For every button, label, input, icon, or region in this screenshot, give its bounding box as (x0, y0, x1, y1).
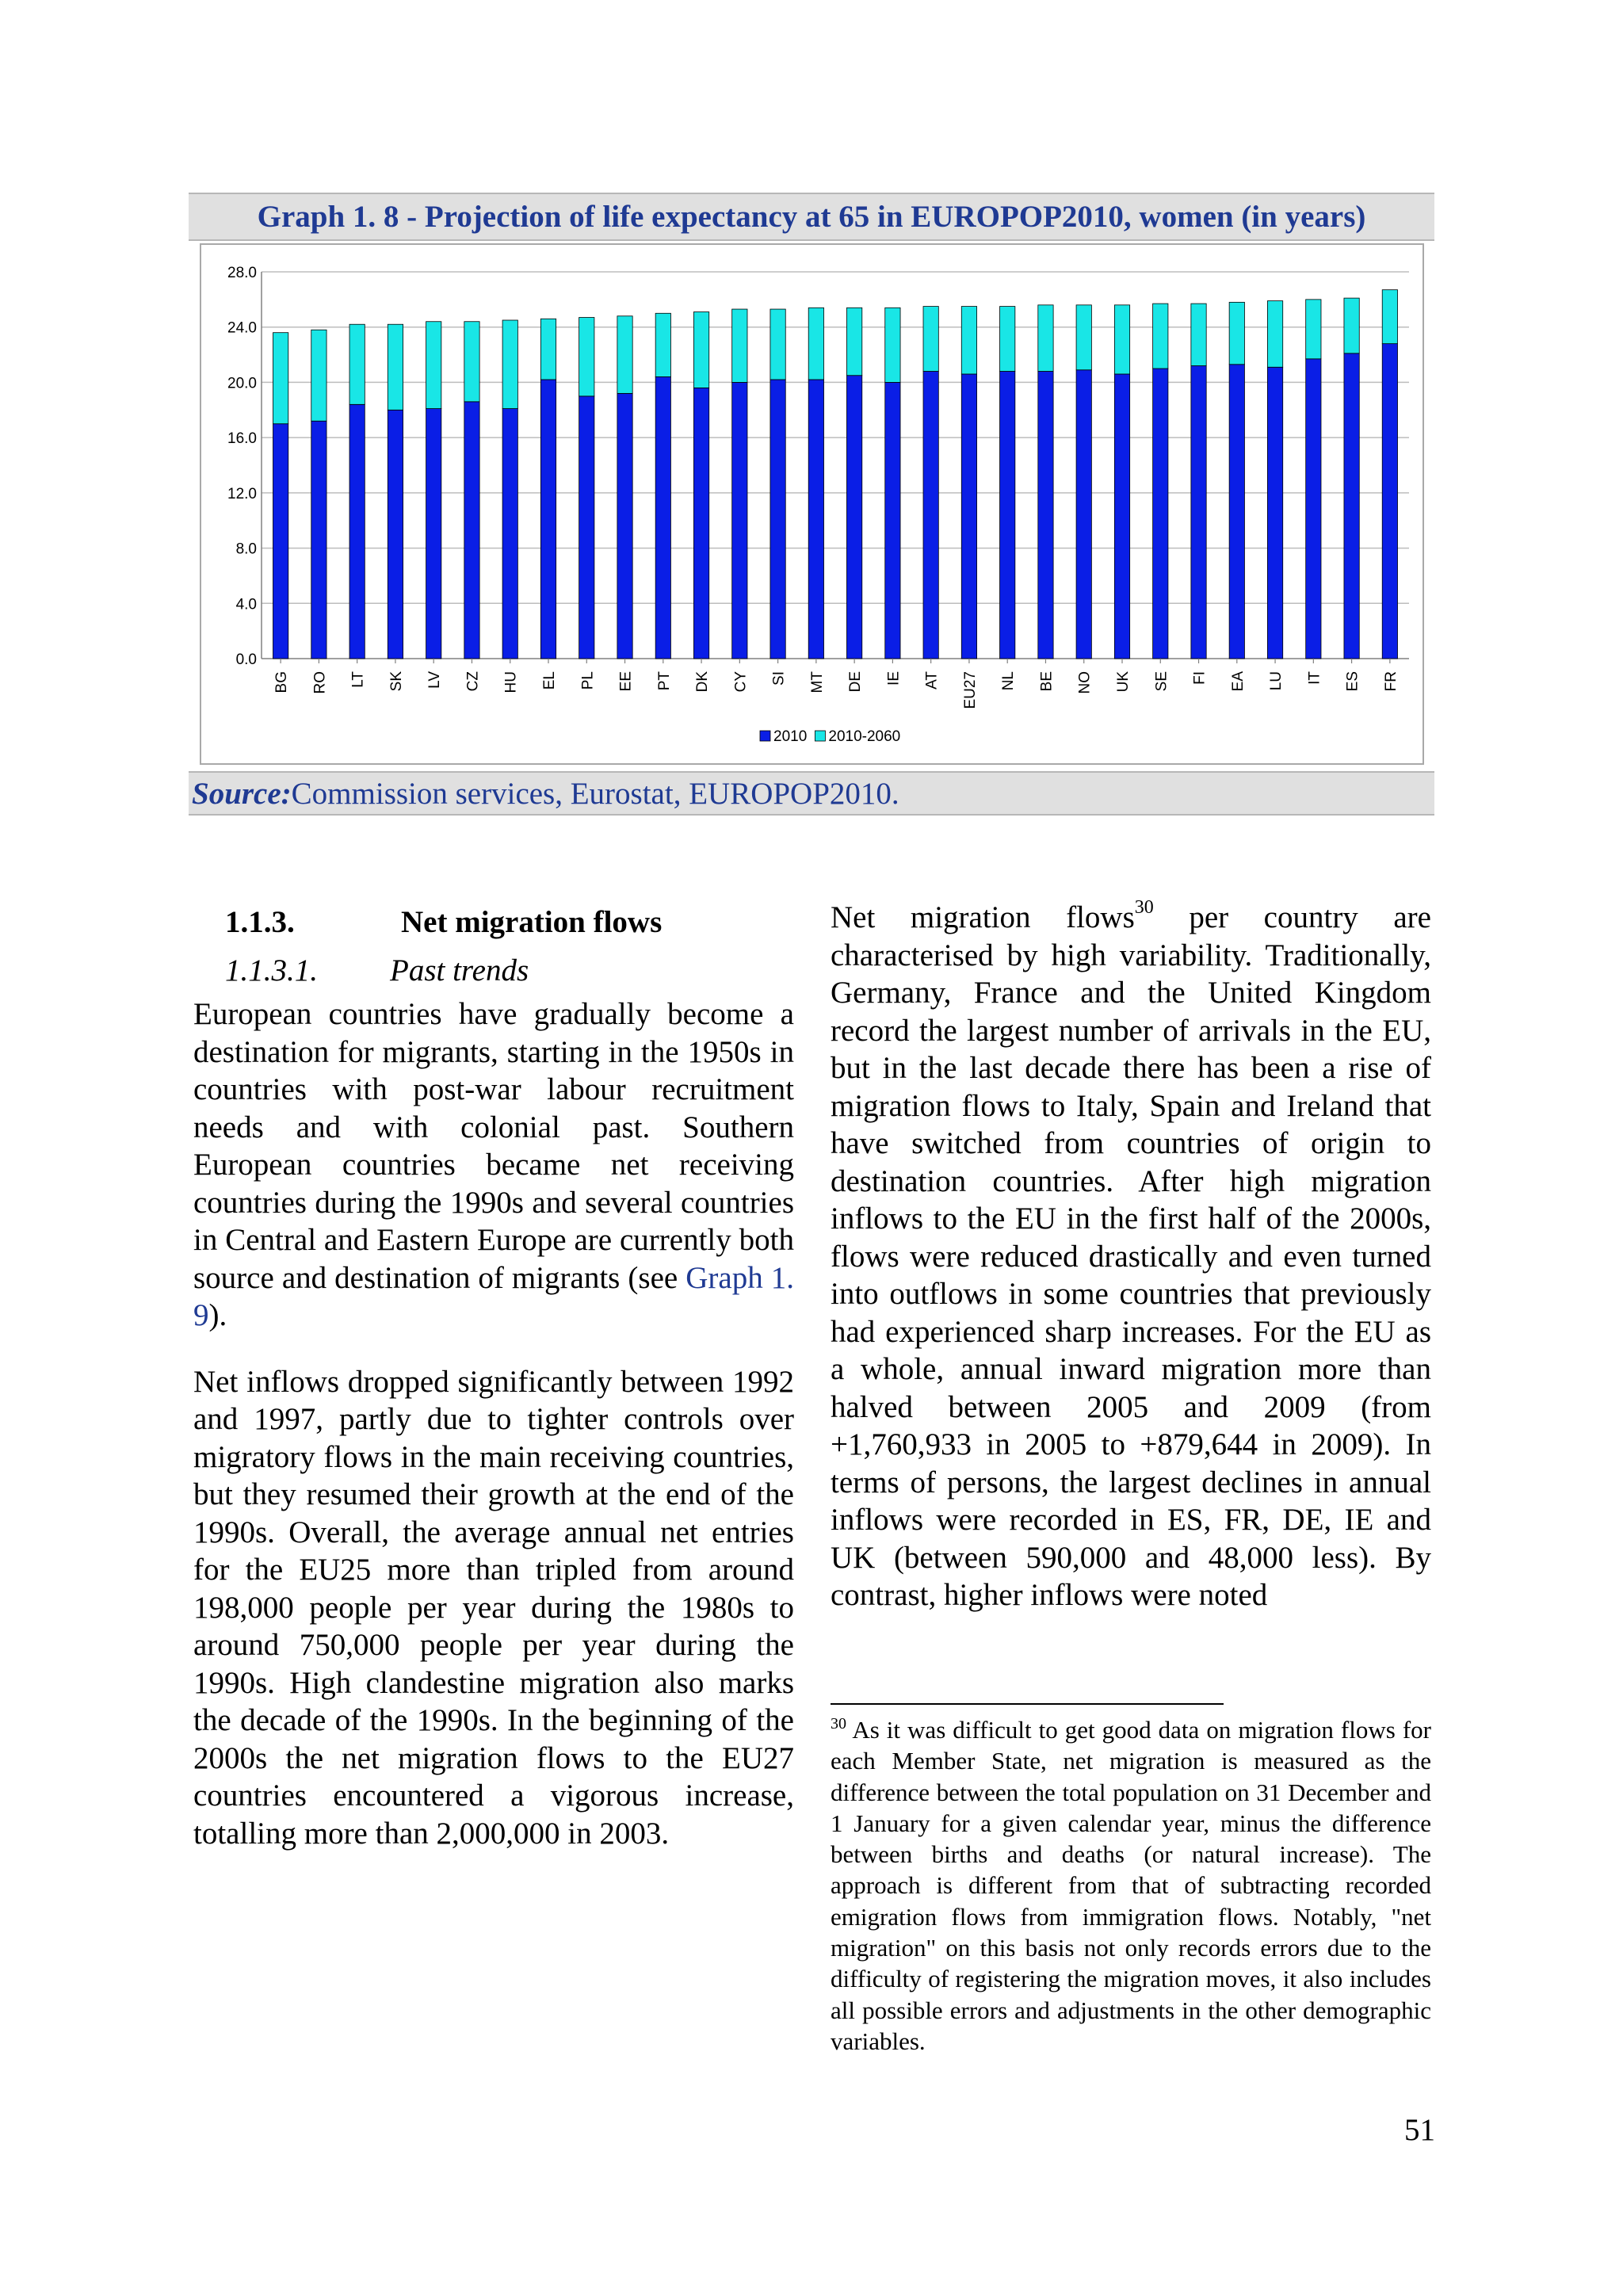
graph-title-bar (189, 193, 1434, 241)
footnote-separator (831, 1703, 1224, 1705)
bar-2010 (770, 380, 785, 659)
bar-2010-2060 (502, 320, 517, 409)
y-tick-label: 8.0 (235, 541, 257, 558)
graph-title: Graph 1. 8 - Projection of life expectancy at 65 in EUROPOP2010, women (in years) (257, 200, 1366, 234)
legend-label: 2010 (773, 728, 808, 745)
paragraph-3-start: Net migration flows (831, 900, 1135, 934)
footnote-ref[interactable]: 30 (1134, 897, 1154, 918)
bar-2010-2060 (846, 308, 861, 375)
source-text: Commission services, Eurostat, EUROPOP2010. (291, 776, 899, 811)
bar-2010-2060 (273, 333, 288, 424)
x-tick-label: RO (311, 671, 329, 694)
paragraph-1-text: European countries have gradually become a destination for migrants, starting in the 1950s in countries with post-war labour recruitment needs and with colonial past. Southern European countries became net receiving countries during the 1990s and several countries in Central and Eastern Europe are currently both source and destination of migrants (see (193, 997, 794, 1295)
bar-2010-2060 (1229, 302, 1244, 364)
bar-2010 (885, 382, 900, 659)
bar-2010-2060 (311, 330, 327, 421)
x-tick-label: DE (847, 671, 865, 693)
bar-2010-2060 (732, 309, 747, 382)
x-tick-label: EU27 (961, 671, 979, 709)
section-heading (193, 899, 794, 946)
bar-2010 (1306, 359, 1321, 659)
bar-2010-2060 (961, 307, 976, 374)
x-tick-label: UK (1115, 671, 1132, 693)
bar-2010-2060 (388, 324, 403, 410)
bar-2010-2060 (770, 309, 785, 380)
bar-2010 (846, 376, 861, 659)
bar-2010 (540, 380, 556, 659)
footnote-text: As it was difficult to get good data on migration flows for each Member State, net migration is measured as the difference between the total population on 31 December and 1 January for a given calendar year, minus the difference between births and deaths (or natural increase). The approach is different from that of subtracting recorded emigration flows from immigration flows. Notably, "net migration" on this basis not only records errors due to the difficulty of registering the migration moves, it also includes all possible errors and adjustments in the other demographic variables. (831, 1716, 1431, 2055)
x-tick-label: AT (923, 671, 941, 690)
page-number: 51 (1404, 2113, 1435, 2147)
source-bar (189, 771, 1434, 816)
bar-2010-2060 (1344, 298, 1359, 353)
bar-2010-2060 (1267, 301, 1282, 368)
bar-2010 (1076, 370, 1091, 659)
paragraph-1-end: ). (208, 1298, 227, 1332)
life-expectancy-chart (201, 245, 1423, 763)
legend-label: 2010-2060 (828, 728, 901, 745)
paragraph-3-text: per country are characterised by high variability. Traditionally, Germany, France and the United Kingdom record the largest number of arrivals in the EU, but in the last decade there has been a rise of migration flows to Italy, Spain and Ireland that have switched from countries of origin to destination countries. After high migration inflows to the EU in the first half of the 2000s, flows were reduced drastically and even turned into outflows in some countries that previously had experienced sharp increases. For the EU as a whole, annual inward migration more than halved between 2005 and 2009 (from +1,760,933 in 2005 to +879,644 in 2009). In terms of persons, the largest declines in annual inflows were recorded in ES, FR, DE, IE and UK (between 590,000 and 48,000 less). By contrast, higher inflows were noted (831, 900, 1431, 1612)
chart-frame (200, 243, 1424, 765)
bar-2010 (1344, 353, 1359, 659)
bar-2010 (617, 393, 632, 659)
bar-2010 (1267, 367, 1282, 659)
x-tick-label: FI (1191, 671, 1209, 685)
x-tick-label: NO (1076, 671, 1094, 694)
y-tick-label: 28.0 (227, 265, 257, 281)
x-tick-label: PL (579, 671, 597, 690)
legend-swatch (815, 731, 825, 741)
bar-2010-2060 (617, 316, 632, 394)
bar-2010 (1229, 365, 1244, 659)
footnote (831, 1714, 1431, 2057)
bar-2010 (693, 388, 708, 659)
section-heading-number: 1.1.3. (225, 905, 295, 939)
x-tick-label: BE (1038, 671, 1056, 692)
paragraph-1 (193, 995, 794, 1335)
bar-2010 (311, 421, 327, 659)
y-tick-label: 4.0 (235, 596, 257, 613)
x-tick-label: SE (1153, 671, 1170, 692)
right-column (831, 899, 1431, 1614)
left-column (193, 899, 794, 1852)
bar-2010-2060 (923, 307, 938, 372)
bar-2010-2060 (1306, 300, 1321, 359)
bar-2010-2060 (464, 322, 479, 402)
subsection-heading (193, 946, 794, 995)
x-tick-label: MT (808, 671, 826, 693)
bar-2010 (502, 409, 517, 659)
subsection-heading-number: 1.1.3.1. (225, 953, 318, 988)
x-tick-label: EL (541, 671, 558, 690)
bar-2010 (655, 376, 670, 659)
bar-2010 (426, 409, 441, 659)
bar-2010-2060 (1382, 290, 1397, 344)
bar-2010 (388, 410, 403, 659)
bar-2010 (923, 371, 938, 659)
bar-2010 (732, 382, 747, 659)
bar-2010 (349, 404, 365, 659)
x-tick-label: IE (885, 671, 903, 686)
x-tick-label: PT (655, 671, 673, 691)
x-tick-label: LU (1268, 671, 1285, 691)
x-tick-label: EE (617, 671, 635, 692)
legend-swatch (760, 731, 770, 741)
bar-2010 (1191, 366, 1206, 659)
bar-2010-2060 (540, 319, 556, 380)
x-tick-label: BG (273, 671, 291, 693)
x-tick-label: LV (426, 671, 444, 689)
y-tick-label: 0.0 (235, 651, 257, 668)
x-tick-label: DK (694, 671, 712, 693)
bar-2010-2060 (1076, 305, 1091, 370)
bar-2010 (961, 374, 976, 659)
bar-2010 (464, 402, 479, 659)
bar-2010 (1038, 371, 1053, 659)
bar-2010-2060 (426, 322, 441, 409)
bar-2010 (273, 424, 288, 659)
bar-2010-2060 (579, 318, 594, 396)
y-tick-label: 16.0 (227, 430, 257, 448)
bar-2010-2060 (349, 324, 365, 404)
x-tick-label: ES (1344, 671, 1361, 692)
source-label: Source: (192, 776, 292, 811)
y-tick-label: 20.0 (227, 375, 257, 392)
graph-1-9-link[interactable]: Graph 1. 9 (193, 1260, 794, 1332)
x-tick-label: SI (770, 671, 788, 686)
bar-2010-2060 (1114, 305, 1129, 374)
x-tick-label: HU (502, 671, 520, 693)
y-tick-label: 12.0 (227, 485, 257, 502)
bar-2010-2060 (1191, 304, 1206, 365)
x-tick-label: LT (349, 671, 367, 688)
footnote-number: 30 (831, 1715, 846, 1733)
x-tick-label: SK (388, 671, 405, 692)
paragraph-3 (831, 899, 1431, 1614)
bar-2010-2060 (1038, 305, 1053, 372)
bar-2010 (1000, 371, 1015, 659)
bar-2010 (1153, 369, 1168, 659)
x-tick-label: CY (732, 671, 750, 693)
y-tick-label: 24.0 (227, 319, 257, 337)
section-heading-text: Net migration flows (401, 905, 663, 939)
subsection-heading-text: Past trends (390, 953, 529, 988)
paragraph-2: Net inflows dropped significantly between 1992 and 1997, partly due to tighter controls over migratory flows in the main receiving countries, but they resumed their growth at the end of the 1990s. Overall, the average annual net entries for the EU25 more than tripled from around 198,000 people per year during the 1980s to around 750,000 people per year during the 1990s. High clandestine migration also marks the decade of the 1990s. In the beginning of the 2000s the net migration flows to the EU27 countries encountered a vigorous increase, totalling more than 2,000,000 in 2003. (193, 1364, 794, 1851)
x-tick-label: FR (1382, 671, 1400, 692)
bar-2010-2060 (693, 312, 708, 388)
x-tick-label: IT (1306, 671, 1323, 685)
bar-2010-2060 (885, 308, 900, 382)
bar-2010-2060 (1000, 307, 1015, 372)
bar-2010-2060 (1153, 304, 1168, 369)
x-tick-label: CZ (464, 671, 482, 692)
bar-2010 (579, 396, 594, 659)
bar-2010 (1114, 374, 1129, 659)
bar-2010-2060 (655, 313, 670, 376)
bar-2010 (1382, 344, 1397, 659)
bar-2010 (808, 380, 823, 659)
bar-2010-2060 (808, 308, 823, 380)
x-tick-label: EA (1229, 671, 1247, 692)
x-tick-label: NL (1000, 671, 1018, 691)
